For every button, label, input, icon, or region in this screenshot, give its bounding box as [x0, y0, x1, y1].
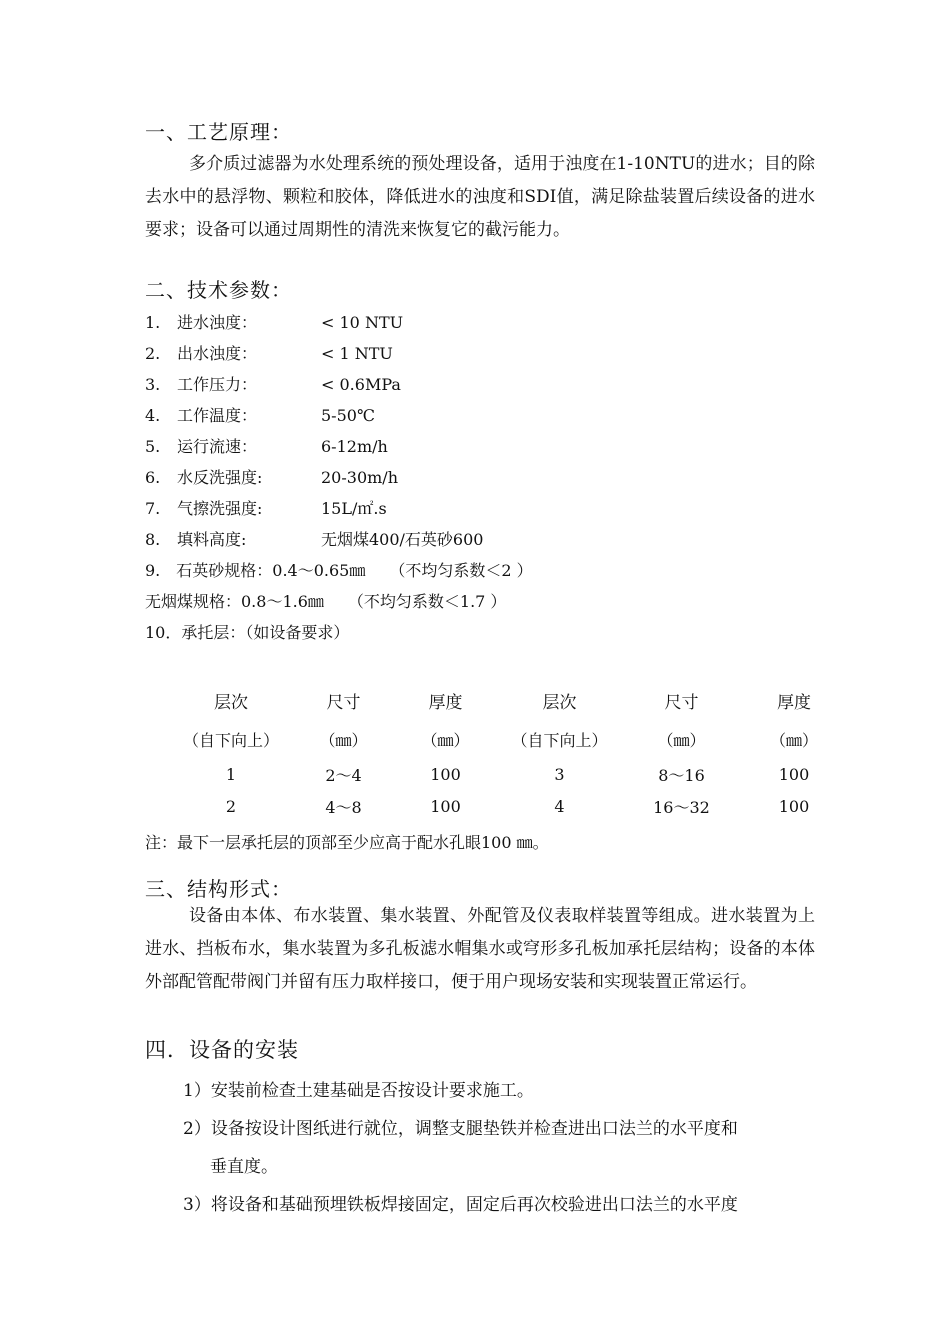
param-value: < 1 NTU: [321, 344, 393, 363]
param-label: 运行流速：: [177, 437, 258, 456]
param-label: 气擦洗强度:: [177, 499, 263, 518]
table-cell: 尺寸: [664, 692, 699, 713]
param-row: [145, 462, 398, 493]
install-step-2-cont: 垂直度。: [210, 1157, 278, 1177]
param-value: < 0.6MPa: [321, 375, 401, 394]
param-value: 无烟煤400/石英砂600: [321, 530, 484, 549]
table-cell: 1: [225, 764, 237, 784]
table-cell: 100: [778, 764, 810, 784]
table-cell: 4: [554, 796, 565, 816]
install-step-3: 3）将设备和基础预埋铁板焊接固定，固定后再次校验进出口法兰的水平度: [183, 1195, 738, 1215]
table-cell: 层次: [542, 692, 577, 713]
param-label: 填料高度:: [177, 530, 247, 549]
param-label: 水反洗强度:: [177, 468, 263, 487]
section-1-body: [145, 148, 815, 247]
param-number: 1.: [145, 313, 161, 332]
table-cell: （自下向上）: [182, 730, 279, 750]
param-row: [145, 338, 393, 369]
table-note: 注：最下一层承托层的顶部至少应高于配水孔眼100 ㎜。: [145, 833, 549, 852]
install-step-2: 2）设备按设计图纸进行就位，调整支腿垫铁并检查进出口法兰的水平度和: [183, 1119, 738, 1139]
table-cell: 2: [225, 796, 237, 816]
param-9b: 无烟煤规格：0.8～1.6㎜ （不均匀系数＜1.7 ）: [145, 592, 507, 611]
param-value: < 10 NTU: [321, 313, 404, 332]
table-cell: 3: [554, 764, 565, 784]
param-number: 2.: [145, 344, 161, 363]
table-cell: 100: [430, 796, 461, 816]
table-cell: 100: [430, 764, 461, 784]
section-1-title: 一、工艺原理：: [145, 120, 292, 144]
table-cell: 厚度: [428, 692, 463, 713]
param-number: 5.: [145, 437, 161, 456]
param-number: 4.: [145, 406, 161, 425]
param-row: [145, 524, 483, 555]
param-row: [145, 307, 403, 338]
param-row: [145, 400, 375, 431]
support-layer-table: [170, 680, 848, 822]
section-3-paragraph: 设备由本体、布水装置、集水装置、外配管及仪表取样装置等组成。进水装置为上进水、挡板布水，集水装置为多孔板滤水帽集水或穹形多孔板加承托层结构；设备的本体外部配管配带阀门并留有压力取样接口，便于用户现场安装和实现装置正常运行。: [145, 906, 815, 992]
param-label: 进水浊度：: [177, 313, 258, 332]
table-cell: 尺寸: [326, 692, 361, 713]
install-step-1: 1）安装前检查土建基础是否按设计要求施工。: [183, 1081, 534, 1101]
table-row: [170, 790, 848, 822]
param-value: 5-50℃: [321, 406, 375, 425]
param-number: 7.: [145, 499, 161, 518]
param-number: 6.: [145, 468, 161, 487]
table-cell: 100: [778, 796, 810, 816]
table-header-row: [170, 680, 848, 720]
section-2-title: 二、技术参数：: [145, 278, 292, 302]
table-cell: （㎜）: [319, 730, 368, 750]
param-9: 9. 石英砂规格：0.4～0.65㎜ （不均匀系数＜2 ）: [145, 561, 533, 580]
param-number: 8.: [145, 530, 161, 549]
table-cell: （㎜）: [657, 730, 706, 750]
table-cell: 4～8: [325, 797, 362, 817]
table-cell: 厚度: [777, 692, 811, 713]
table-cell: （㎜）: [421, 730, 470, 750]
table-cell: 16～32: [653, 797, 710, 817]
param-label: 工作压力：: [177, 375, 258, 394]
section-3-title: 三、结构形式：: [145, 877, 292, 901]
param-value: 6-12m/h: [321, 437, 388, 456]
table-subheader-row: [170, 720, 848, 758]
param-value: 20-30m/h: [321, 468, 398, 487]
table-cell: （㎜）: [769, 730, 818, 750]
param-label: 工作温度：: [177, 406, 258, 425]
section-4-title: 四．设备的安装: [145, 1038, 299, 1062]
table-row: [170, 758, 848, 790]
table-cell: 8～16: [658, 765, 705, 785]
table-cell: （自下向上）: [511, 730, 608, 750]
param-row: [145, 369, 401, 400]
table-cell: 2～4: [325, 765, 362, 785]
param-number: 3.: [145, 375, 161, 394]
section-3-body: [145, 900, 815, 999]
param-row: [145, 431, 388, 462]
param-10: 10．承托层：（如设备要求）: [145, 623, 350, 642]
section-1-paragraph: 多介质过滤器为水处理系统的预处理设备，适用于浊度在1-10NTU的进水；目的除去水中的悬浮物、颗粒和胶体，降低进水的浊度和SDI值，满足除盐装置后续设备的进水要求；设备可以通过周期性的清洗来恢复它的截污能力。: [145, 154, 815, 240]
param-row: [145, 493, 387, 524]
table-cell: 层次: [214, 692, 248, 713]
param-value: 15L/㎡.s: [321, 499, 387, 518]
param-label: 出水浊度：: [177, 344, 258, 363]
